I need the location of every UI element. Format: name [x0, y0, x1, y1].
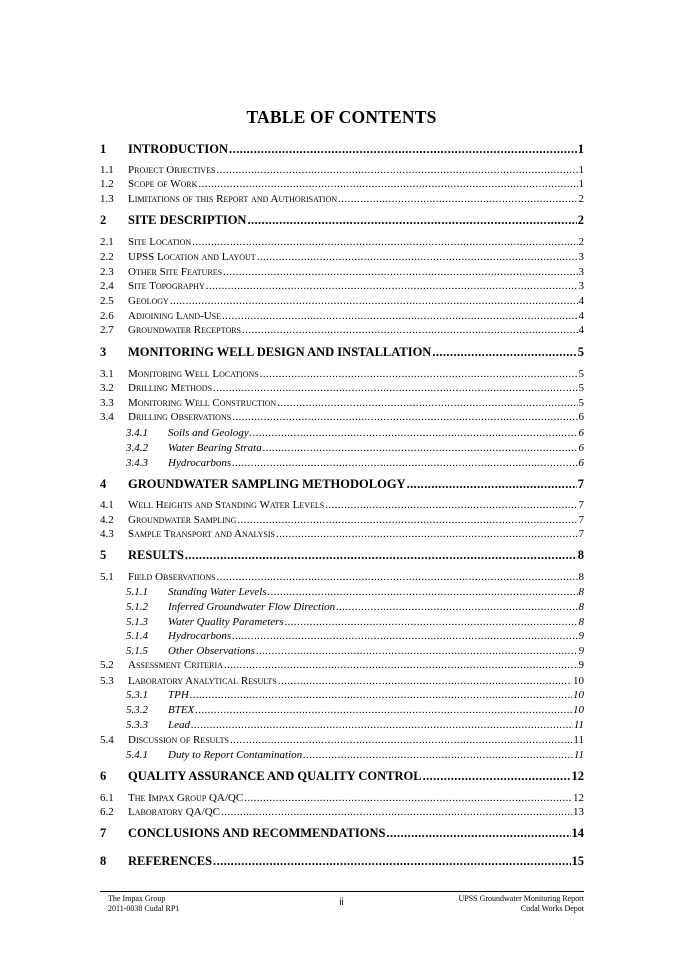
toc-entry-title: Hydrocarbons	[168, 457, 232, 469]
toc-entry-title: RESULTS	[128, 548, 184, 562]
toc-entry	[100, 280, 584, 292]
toc-entry-title: MONITORING WELL DESIGN AND INSTALLATION	[128, 345, 432, 359]
toc-entry-number: 3.2	[100, 382, 114, 394]
toc-entry-title: Other Observations	[168, 645, 256, 657]
toc-entry-number: 2.4	[100, 280, 114, 292]
toc-entry-number: 2.2	[100, 251, 114, 263]
toc-entry	[100, 826, 584, 841]
toc-entry-number: 3	[100, 345, 107, 359]
toc-entry-number: 4.1	[100, 499, 114, 511]
toc-entry-page: 1	[578, 178, 584, 190]
toc-leader-dots	[232, 457, 577, 469]
toc-entry-number: 2	[100, 213, 107, 227]
toc-entry-title: Lead	[168, 719, 190, 731]
toc-entry-title: Drilling Methods	[128, 382, 213, 394]
toc-entry-page: 1	[577, 142, 584, 156]
toc-entry-page: 5	[577, 345, 584, 359]
toc-entry	[100, 411, 584, 423]
toc-entry-number: 5.3	[100, 675, 114, 687]
toc-entry-title: SITE DESCRIPTION	[128, 213, 247, 227]
toc-entry-title: Scope of Work	[128, 178, 198, 190]
toc-entry-title: QUALITY ASSURANCE AND QUALITY CONTROL	[128, 769, 422, 783]
toc-entry-number: 6.1	[100, 792, 114, 804]
toc-entry-page: 14	[571, 826, 584, 840]
toc-leader-dots	[191, 719, 573, 731]
toc-leader-dots	[423, 769, 571, 784]
toc-leader-dots	[247, 213, 576, 228]
toc-entry-title: Geology	[128, 295, 169, 307]
toc-leader-dots	[195, 704, 572, 716]
toc-leader-dots	[278, 675, 572, 687]
toc-entry-page: 6	[578, 427, 584, 439]
toc-entry	[100, 659, 584, 671]
toc-entry-number: 5.4.1	[126, 749, 148, 761]
footer-page-number: ii	[339, 897, 344, 908]
toc-entry-page: 15	[571, 854, 584, 868]
toc-entry-title: Groundwater Sampling	[128, 514, 237, 526]
toc-leader-dots	[216, 164, 577, 176]
toc-leader-dots	[338, 193, 577, 205]
toc-leader-dots	[198, 178, 577, 190]
toc-entry	[100, 749, 584, 761]
toc-entry-number: 5.1	[100, 571, 114, 583]
toc-leader-dots	[242, 324, 577, 336]
page-title: TABLE OF CONTENTS	[246, 107, 437, 127]
toc-leader-dots	[185, 548, 577, 563]
toc-entry	[100, 689, 584, 701]
toc-entry-number: 2.1	[100, 236, 114, 248]
toc-entry-title: Site Location	[128, 236, 192, 248]
toc-entry-number: 6	[100, 769, 107, 783]
toc-leader-dots	[217, 571, 578, 583]
toc-entry	[100, 499, 584, 511]
toc-entry-title: TPH	[168, 689, 189, 701]
toc-leader-dots	[222, 310, 577, 322]
toc-entry-page: 5	[578, 368, 584, 380]
toc-entry-number: 3.3	[100, 397, 114, 409]
toc-leader-dots	[224, 659, 578, 671]
toc-leader-dots	[432, 345, 576, 360]
toc-entry-title: REFERENCES	[128, 854, 213, 868]
toc-entry	[100, 310, 584, 322]
toc-entry-number: 2.6	[100, 310, 114, 322]
toc-entry	[100, 528, 584, 540]
toc-entry	[100, 477, 584, 492]
toc-entry	[100, 719, 584, 731]
footer-doc-ref: 2011-0038 Cudal RP1	[108, 904, 180, 913]
toc-entry-number: 1.3	[100, 193, 114, 205]
toc-entry-page: 10	[573, 689, 584, 701]
toc-entry	[100, 382, 584, 394]
toc-leader-dots	[263, 442, 578, 454]
toc-entry-page: 6	[578, 411, 584, 423]
footer-site-name: Cudal Works Depot	[520, 904, 584, 913]
toc-entry	[100, 266, 584, 278]
toc-leader-dots	[232, 630, 577, 642]
toc-entry-title: UPSS Location and Layout	[128, 251, 256, 263]
toc-entry-number: 3.1	[100, 368, 114, 380]
toc-leader-dots	[232, 411, 577, 423]
toc-entry-title: Limitations of this Report and Authorisation	[128, 193, 338, 205]
toc-leader-dots	[407, 477, 577, 492]
toc-entry-number: 6.2	[100, 806, 114, 818]
toc-leader-dots	[213, 854, 570, 869]
toc-entry-number: 7	[100, 826, 107, 840]
toc-entry-page: 8	[578, 616, 584, 628]
toc-leader-dots	[237, 514, 577, 526]
toc-entry-title: Inferred Groundwater Flow Direction	[168, 601, 336, 613]
toc-entry-number: 5.2	[100, 659, 114, 671]
toc-entry	[100, 514, 584, 526]
toc-leader-dots	[190, 689, 572, 701]
toc-entry	[100, 442, 584, 454]
toc-entry-number: 5.3.2	[126, 704, 148, 716]
toc-entry	[100, 704, 584, 716]
toc-entry-number: 2.7	[100, 324, 114, 336]
toc-entry-title: GROUNDWATER SAMPLING METHODOLOGY	[128, 477, 406, 491]
toc-entry	[100, 854, 584, 869]
toc-leader-dots	[336, 601, 577, 613]
toc-entry	[100, 193, 584, 205]
footer-right	[458, 894, 584, 914]
toc-entry-page: 7	[577, 477, 584, 491]
toc-entry-page: 1	[578, 164, 584, 176]
toc-entry-number: 3.4.1	[126, 427, 148, 439]
toc-entry-page: 4	[578, 324, 584, 336]
toc-entry-page: 4	[578, 310, 584, 322]
toc-entry	[100, 571, 584, 583]
toc-entry-title: Laboratory Analytical Results	[128, 675, 277, 687]
toc-entry	[100, 178, 584, 190]
toc-entry-page: 2	[577, 213, 584, 227]
footer-divider	[100, 891, 584, 892]
toc-entry-page: 3	[578, 280, 584, 292]
toc-entry-title: Groundwater Receptors	[128, 324, 242, 336]
toc-entry-page: 11	[573, 719, 584, 731]
toc-entry-number: 2.3	[100, 266, 114, 278]
toc-entry-page: 6	[578, 442, 584, 454]
toc-leader-dots	[386, 826, 570, 841]
toc-entry-title: Other Site Features	[128, 266, 223, 278]
toc-entry-page: 10	[573, 704, 584, 716]
toc-entry	[100, 792, 584, 804]
toc-entry-page: 5	[578, 382, 584, 394]
toc-entry-number: 3.4	[100, 411, 114, 423]
toc-entry-title: Water Quality Parameters	[168, 616, 284, 628]
toc-entry-number: 5.1.5	[126, 645, 148, 657]
toc-entry-page: 8	[578, 586, 584, 598]
toc-entry-title: Discussion of Results	[128, 734, 229, 746]
toc-entry-title: Hydrocarbons	[168, 630, 232, 642]
toc-entry-number: 8	[100, 854, 107, 868]
toc-leader-dots	[223, 266, 577, 278]
toc-leader-dots	[277, 397, 577, 409]
toc-entry	[100, 734, 584, 746]
toc-entry-title: Monitoring Well Locations	[128, 368, 259, 380]
toc-entry-title: Water Bearing Strata	[168, 442, 262, 454]
toc-entry-title: Standing Water Levels	[168, 586, 267, 598]
toc-entry-title: Assessment Criteria	[128, 659, 223, 671]
toc-entry-page: 6	[578, 457, 584, 469]
toc-entry-page: 4	[578, 295, 584, 307]
toc-entry-page: 7	[578, 528, 584, 540]
toc-entry	[100, 142, 584, 157]
toc-entry-page: 9	[578, 645, 584, 657]
toc-leader-dots	[256, 645, 577, 657]
toc-entry-number: 4.3	[100, 528, 114, 540]
toc-leader-dots	[250, 427, 578, 439]
toc-leader-dots	[229, 142, 577, 157]
toc-entry-page: 11	[573, 734, 584, 746]
toc-entry-title: Drilling Observations	[128, 411, 232, 423]
toc-entry-number: 5.1.4	[126, 630, 148, 642]
toc-entry-number: 1	[100, 142, 107, 156]
toc-leader-dots	[276, 528, 578, 540]
toc-entry	[100, 345, 584, 360]
toc-entry-page: 12	[571, 769, 584, 783]
toc-entry-title: Project Objectives	[128, 164, 216, 176]
toc-entry-page: 9	[578, 630, 584, 642]
toc-entry-page: 3	[578, 266, 584, 278]
toc-entry-number: 2.5	[100, 295, 114, 307]
toc-entry-number: 1.2	[100, 178, 114, 190]
toc-entry-page: 2	[578, 193, 584, 205]
toc-leader-dots	[206, 280, 578, 292]
toc-entry	[100, 295, 584, 307]
toc-entry-title: INTRODUCTION	[128, 142, 229, 156]
toc-entry-number: 5.3.3	[126, 719, 148, 731]
toc-entry	[100, 213, 584, 228]
toc-leader-dots	[230, 734, 572, 746]
toc-entry-page: 2	[578, 236, 584, 248]
toc-entry	[100, 251, 584, 263]
toc-entry-title: Adjoining Land-Use	[128, 310, 222, 322]
footer-report-title: UPSS Groundwater Monitoring Report	[458, 894, 584, 903]
toc-leader-dots	[221, 806, 572, 818]
toc-entry-number: 3.4.2	[126, 442, 148, 454]
toc-entry-title: Field Observations	[128, 571, 216, 583]
toc-entry-title: Monitoring Well Construction	[128, 397, 277, 409]
toc-entry-page: 11	[573, 749, 584, 761]
toc-entry	[100, 601, 584, 613]
toc-leader-dots	[285, 616, 578, 628]
toc-entry-page: 5	[578, 397, 584, 409]
toc-entry	[100, 324, 584, 336]
toc-entry	[100, 645, 584, 657]
toc-entry	[100, 769, 584, 784]
toc-entry-title: Laboratory QA/QC	[128, 806, 221, 818]
toc-leader-dots	[303, 749, 573, 761]
toc-entry	[100, 675, 584, 687]
toc-entry-page: 7	[578, 499, 584, 511]
toc-entry-title: Soils and Geology	[168, 427, 249, 439]
toc-entry-number: 4.2	[100, 514, 114, 526]
toc-entry-page: 7	[578, 514, 584, 526]
toc-entry	[100, 586, 584, 598]
toc-entry	[100, 806, 584, 818]
toc-entry-title: Duty to Report Contamination	[168, 749, 303, 761]
toc-entry	[100, 368, 584, 380]
toc-entry-number: 5	[100, 548, 107, 562]
toc-entry-number: 1.1	[100, 164, 114, 176]
toc-entry-page: 9	[578, 659, 584, 671]
toc-leader-dots	[192, 236, 577, 248]
toc-entry-page: 13	[573, 806, 584, 818]
toc-entry-number: 3.4.3	[126, 457, 148, 469]
toc-entry-page: 8	[578, 601, 584, 613]
footer-company: The Impax Group	[108, 894, 166, 903]
toc-entry-number: 5.1.1	[126, 586, 148, 598]
toc-entry-title: CONCLUSIONS AND RECOMMENDATIONS	[128, 826, 386, 840]
toc-entry-number: 4	[100, 477, 107, 491]
toc-entry	[100, 548, 584, 563]
toc-entry-page: 3	[578, 251, 584, 263]
toc-entry-title: The Impax Group QA/QC	[128, 792, 244, 804]
toc-leader-dots	[213, 382, 577, 394]
toc-entry	[100, 427, 584, 439]
toc-entry-number: 5.3.1	[126, 689, 148, 701]
toc-entry	[100, 457, 584, 469]
toc-entry-number: 5.1.3	[126, 616, 148, 628]
toc-leader-dots	[244, 792, 572, 804]
toc-entry-page: 10	[573, 675, 584, 687]
toc-entry-number: 5.4	[100, 734, 114, 746]
toc-leader-dots	[170, 295, 578, 307]
toc-leader-dots	[268, 586, 578, 598]
toc-leader-dots	[325, 499, 577, 511]
toc-entry-page: 8	[577, 548, 584, 562]
toc-leader-dots	[257, 251, 578, 263]
toc-entry-title: Site Topography	[128, 280, 205, 292]
toc-entry-title: BTEX	[168, 704, 195, 716]
toc-entry-page: 8	[578, 571, 584, 583]
toc-entry	[100, 630, 584, 642]
toc-entry-page: 12	[573, 792, 584, 804]
toc-entry-title: Sample Transport and Analysis	[128, 528, 275, 540]
toc-entry-number: 5.1.2	[126, 601, 148, 613]
toc-entry-title: Well Heights and Standing Water Levels	[128, 499, 325, 511]
toc-entry	[100, 397, 584, 409]
toc-entry	[100, 164, 584, 176]
toc-leader-dots	[260, 368, 578, 380]
toc-entry	[100, 236, 584, 248]
toc-entry	[100, 616, 584, 628]
